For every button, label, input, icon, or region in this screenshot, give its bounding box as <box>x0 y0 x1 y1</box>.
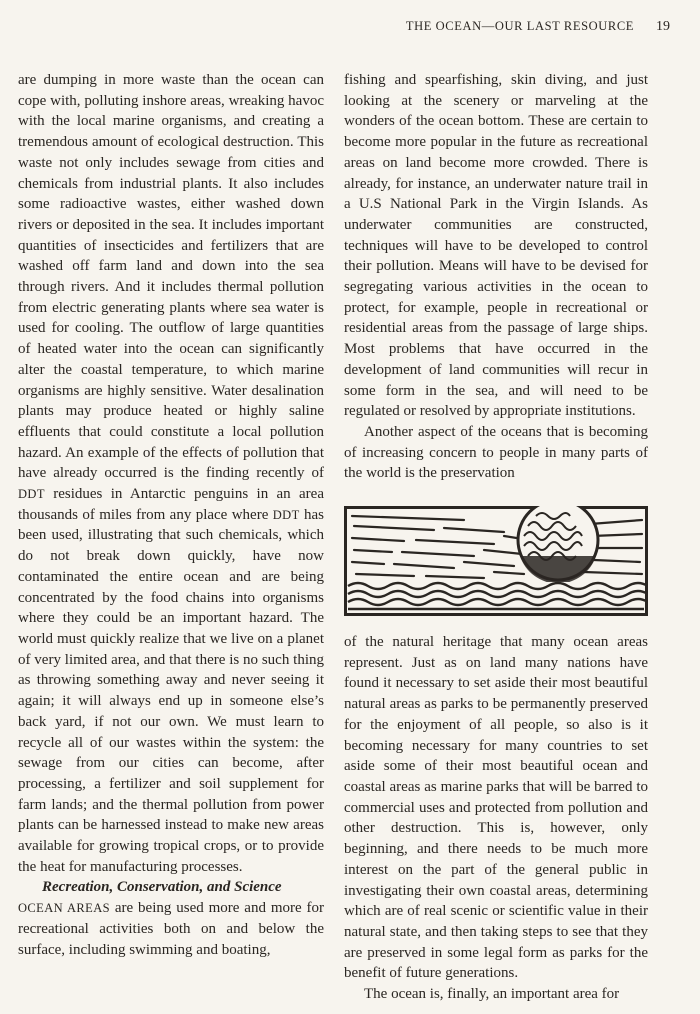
paragraph-text: residues in Antarctic penguins in an area thousands of miles from any place where <box>18 486 324 523</box>
paragraph-text: has been used, illustrating that such chemicals, which do not break down quickly, have now contaminated the entire ocean and are being concentrated by the food chains into organisms where they could be an important hazard. The world must quickly realize that we live on a planet of very limited area, and that there is no such thing as throwing something away and never seeing it again; it will always end up in someone else’s back yard, if not our own. We must learn to recycle all of our wastes within the system: the sewage from our cities can become, after processing, a fertilizer and soil supplement for farm lands; and the thermal pollution from power plants can be harnessed instead to make new areas available for growing tropical crops, or to provide the heat for manufacturing processes. <box>18 506 324 875</box>
body-paragraph: The ocean is, finally, an important area for <box>364 986 620 1003</box>
woodcut-sun-over-sea-icon <box>344 506 648 616</box>
running-title: THE OCEAN—OUR LAST RESOURCE <box>405 19 634 33</box>
body-paragraph: fishing and spearfishing, skin diving, and just looking at the scenery or marveling at the wonders of the ocean bottom. These are certain to become more popular in the future as recreational areas on land become more crowded. There is already, for instance, an underwater nature trail in a U.S National Park in the Virgin Islands. As underwater communities are constructed, techniques will have to be developed to control their pollution. Means will have to be devised for segregating various activities in the ocean to protect, for example, people in recreational or residential areas from the passage of large ships. Most problems that have occurred in the development of land communities will recur in some form in the sea, and will need to be regulated or resolved by appropriate institutions. <box>344 72 648 420</box>
page-number: 19 <box>656 19 670 34</box>
section-paragraph <box>18 877 324 960</box>
ddt-term: DDT <box>272 507 300 522</box>
left-column <box>18 70 324 960</box>
running-head <box>406 19 670 35</box>
right-column <box>344 70 648 1005</box>
ddt-term: DDT <box>18 487 45 502</box>
section-lead: OCEAN AREAS <box>18 901 110 916</box>
body-paragraph: Another aspect of the oceans that is becoming of increasing concern to people in many parts of the world is the preservation <box>344 423 648 482</box>
paragraph-text: are being used more and more for recreational activities both on and below the surface, including swimming and boating, <box>18 900 325 958</box>
paragraph-text: are dumping in more waste than the ocean can cope with, polluting inshore areas, wreaking havoc with the local marine organisms, and creating a tremendous amount of ecological destruction. This waste not only includes sewage from cities and chemicals from industrial plants. It also includes some radioactive wastes, either washed down rivers or deposited in the sea. It includes important quantities of insecticides and fertilizers that are washed off farm land and down into the sea through rivers. And it includes thermal pollution from electric generating plants where sea water is used for cooling. The outflow of large quantities of heated water into the ocean can significantly alter the coastal temperature, to which marine organisms are highly sensitive. Water desalination plants may produce heated or highly saline effluents that could constitute a local pollution hazard. An example of the effects of pollution that have already occurred is the finding recently of <box>18 72 324 482</box>
body-paragraph: of the natural heritage that many ocean areas represent. Just as on land many nations have found it necessary to set aside their most beautiful natural areas as parks to be permanently preserved for the enjoyment of all people, so also is it becoming necessary for many countries to set aside some of their most beautiful ocean and coastal areas as marine parks that will be barred to commercial uses and protected from pollution and other destruction. This is, however, only beginning, and there needs to be much more interest on the part of the general public in investigating their own coastal areas, determining which are of real scenic or scientific value in their natural state, and then taking steps to see that they are preserved in some legal form as parks for the benefit of future generations. <box>344 634 648 982</box>
body-paragraph <box>18 70 324 877</box>
section-title: Recreation, Conservation, and Science <box>42 879 282 896</box>
